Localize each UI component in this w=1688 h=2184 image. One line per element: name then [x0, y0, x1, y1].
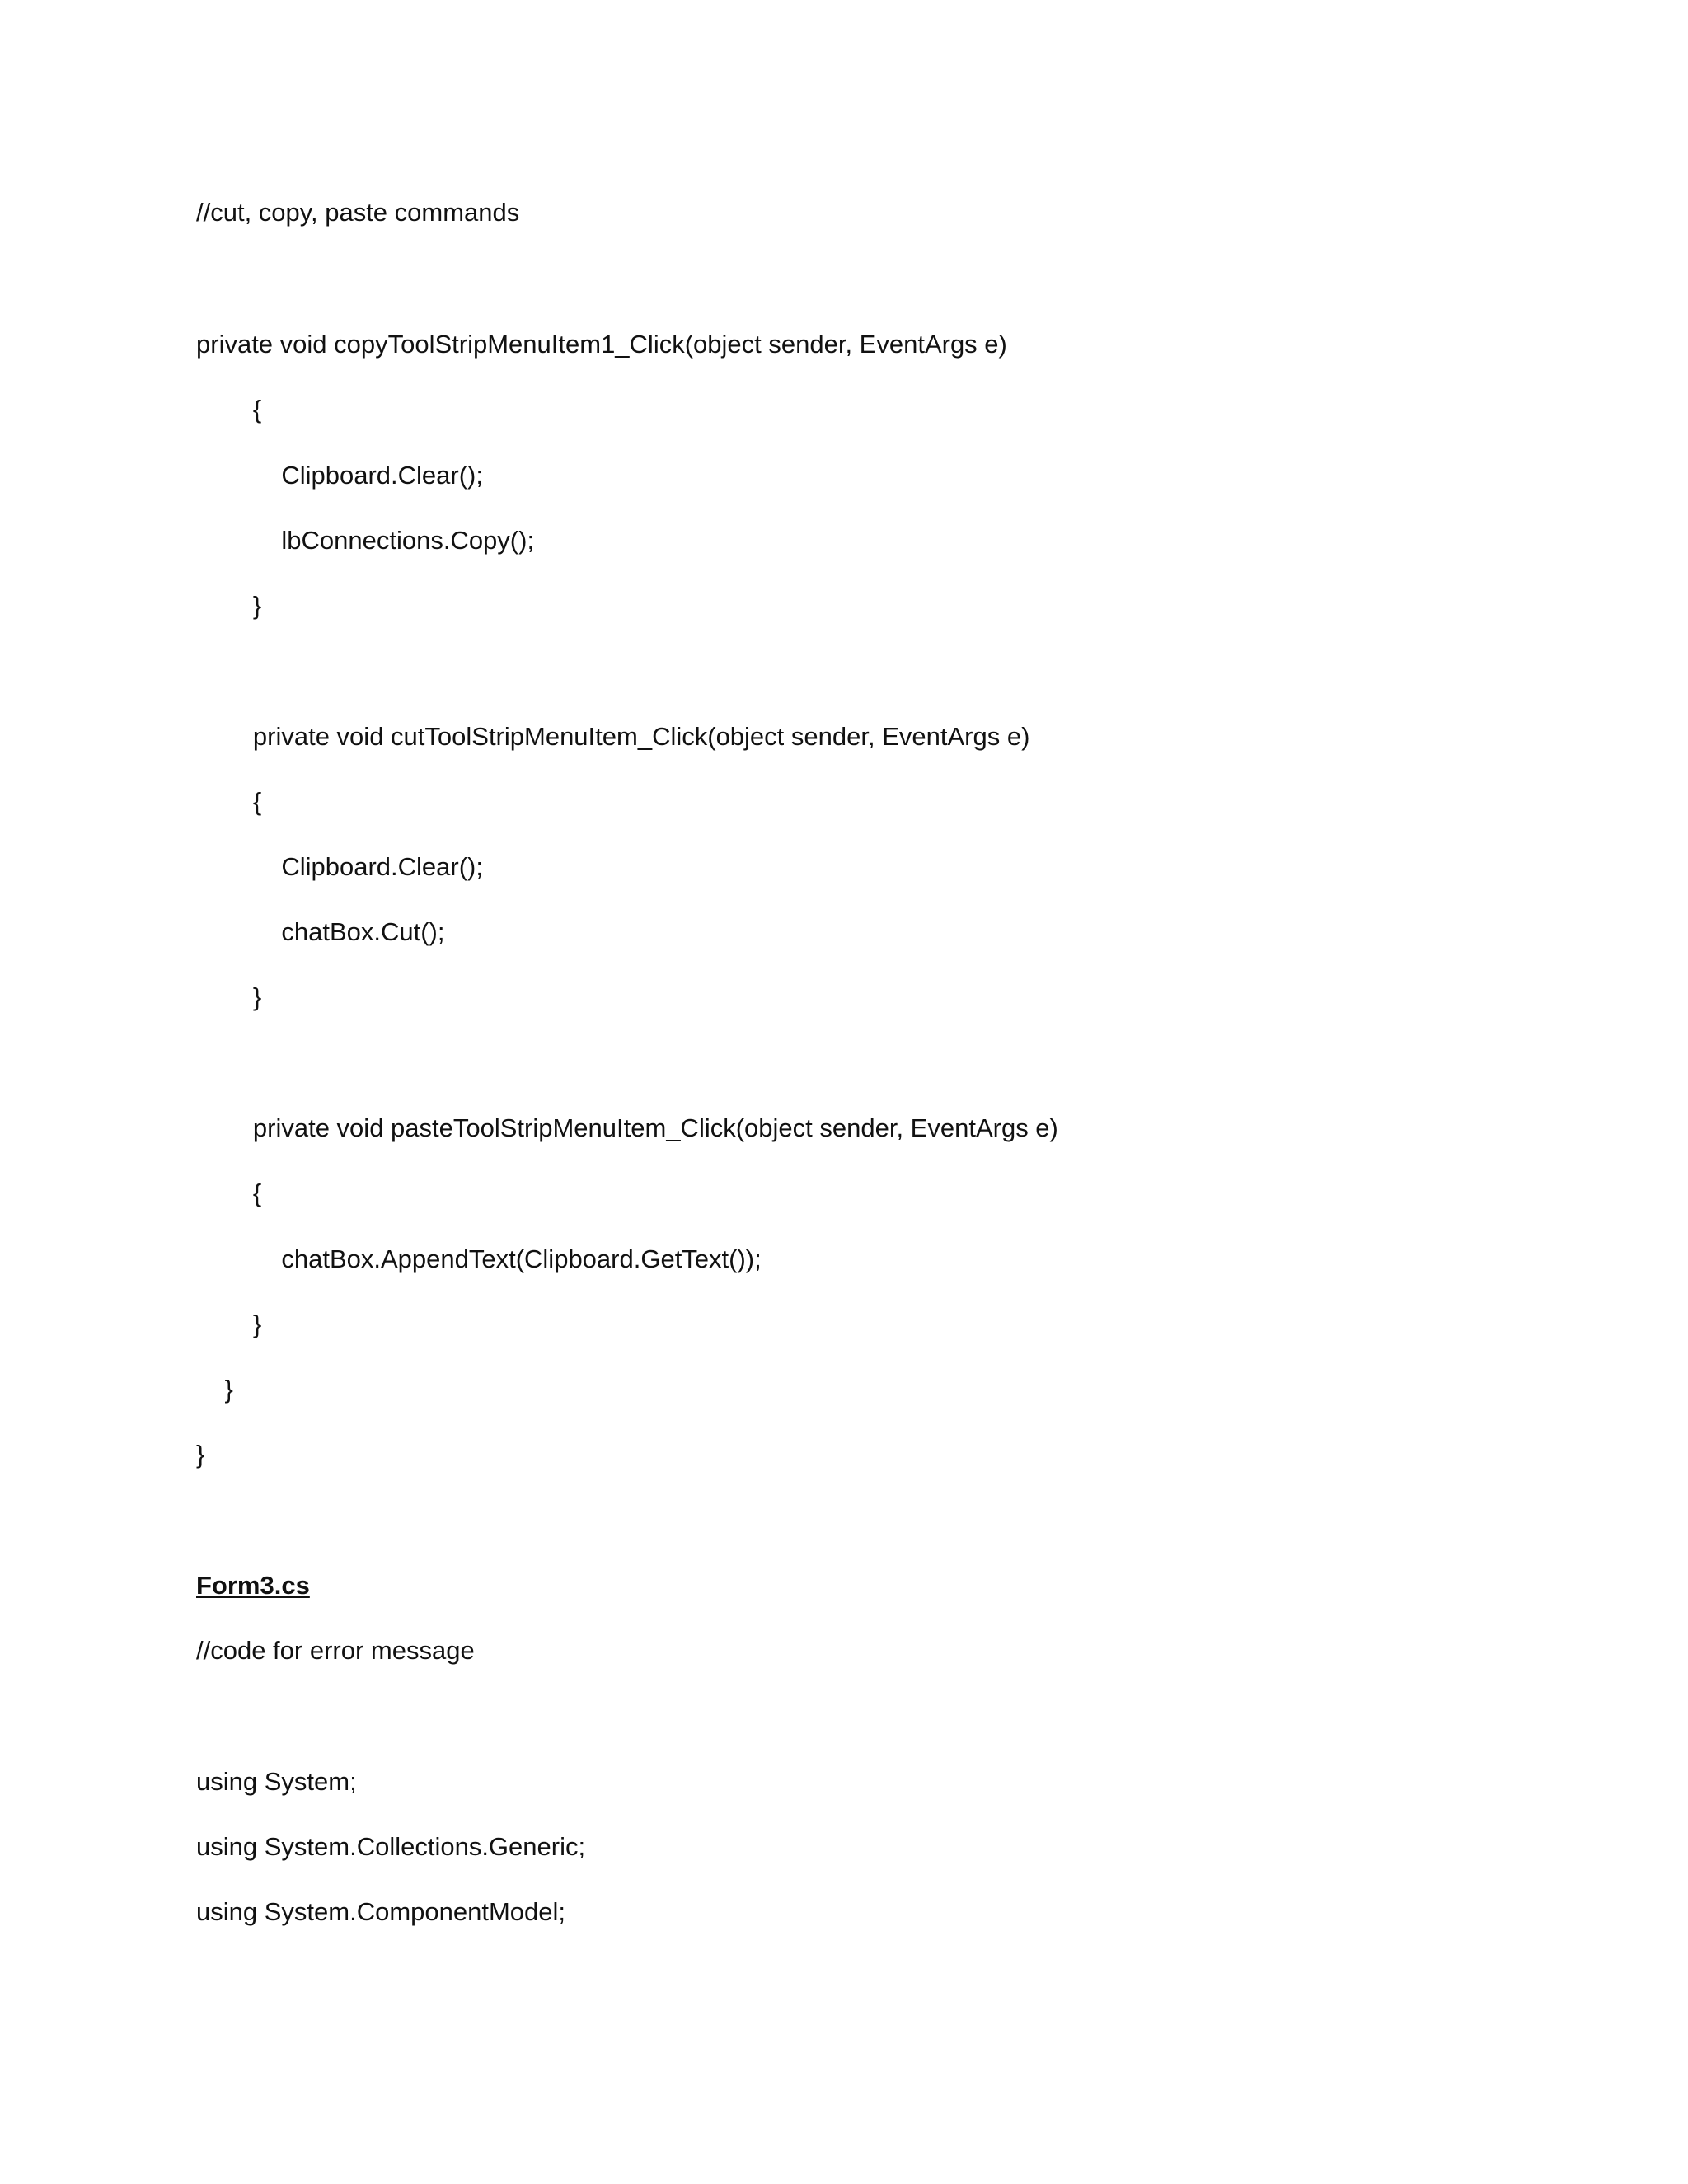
code-line: } [196, 1440, 205, 1469]
code-line: } [196, 591, 262, 620]
code-line: } [196, 1310, 262, 1338]
code-line: { [196, 1179, 262, 1207]
section-heading: Form3.cs [196, 1571, 310, 1600]
code-line: } [196, 1375, 233, 1404]
code-line: { [196, 395, 262, 424]
code-line: Clipboard.Clear(); [196, 852, 483, 881]
code-line: chatBox.Cut(); [196, 917, 445, 946]
code-line: { [196, 787, 262, 816]
code-line: private void cutToolStripMenuItem_Click(object sender, EventArgs e) [196, 722, 1030, 751]
code-comment: //cut, copy, paste commands [196, 198, 520, 227]
code-line: using System; [196, 1767, 357, 1796]
code-line: using System.ComponentModel; [196, 1897, 566, 1926]
code-line: } [196, 982, 262, 1011]
code-line: using System.Collections.Generic; [196, 1832, 586, 1861]
code-line: chatBox.AppendText(Clipboard.GetText()); [196, 1244, 762, 1273]
code-comment: //code for error message [196, 1636, 475, 1665]
code-line: lbConnections.Copy(); [196, 526, 535, 555]
code-line: private void copyToolStripMenuItem1_Click(object sender, EventArgs e) [196, 330, 1007, 359]
code-line: private void pasteToolStripMenuItem_Click(object sender, EventArgs e) [196, 1113, 1058, 1142]
code-line: Clipboard.Clear(); [196, 461, 483, 490]
